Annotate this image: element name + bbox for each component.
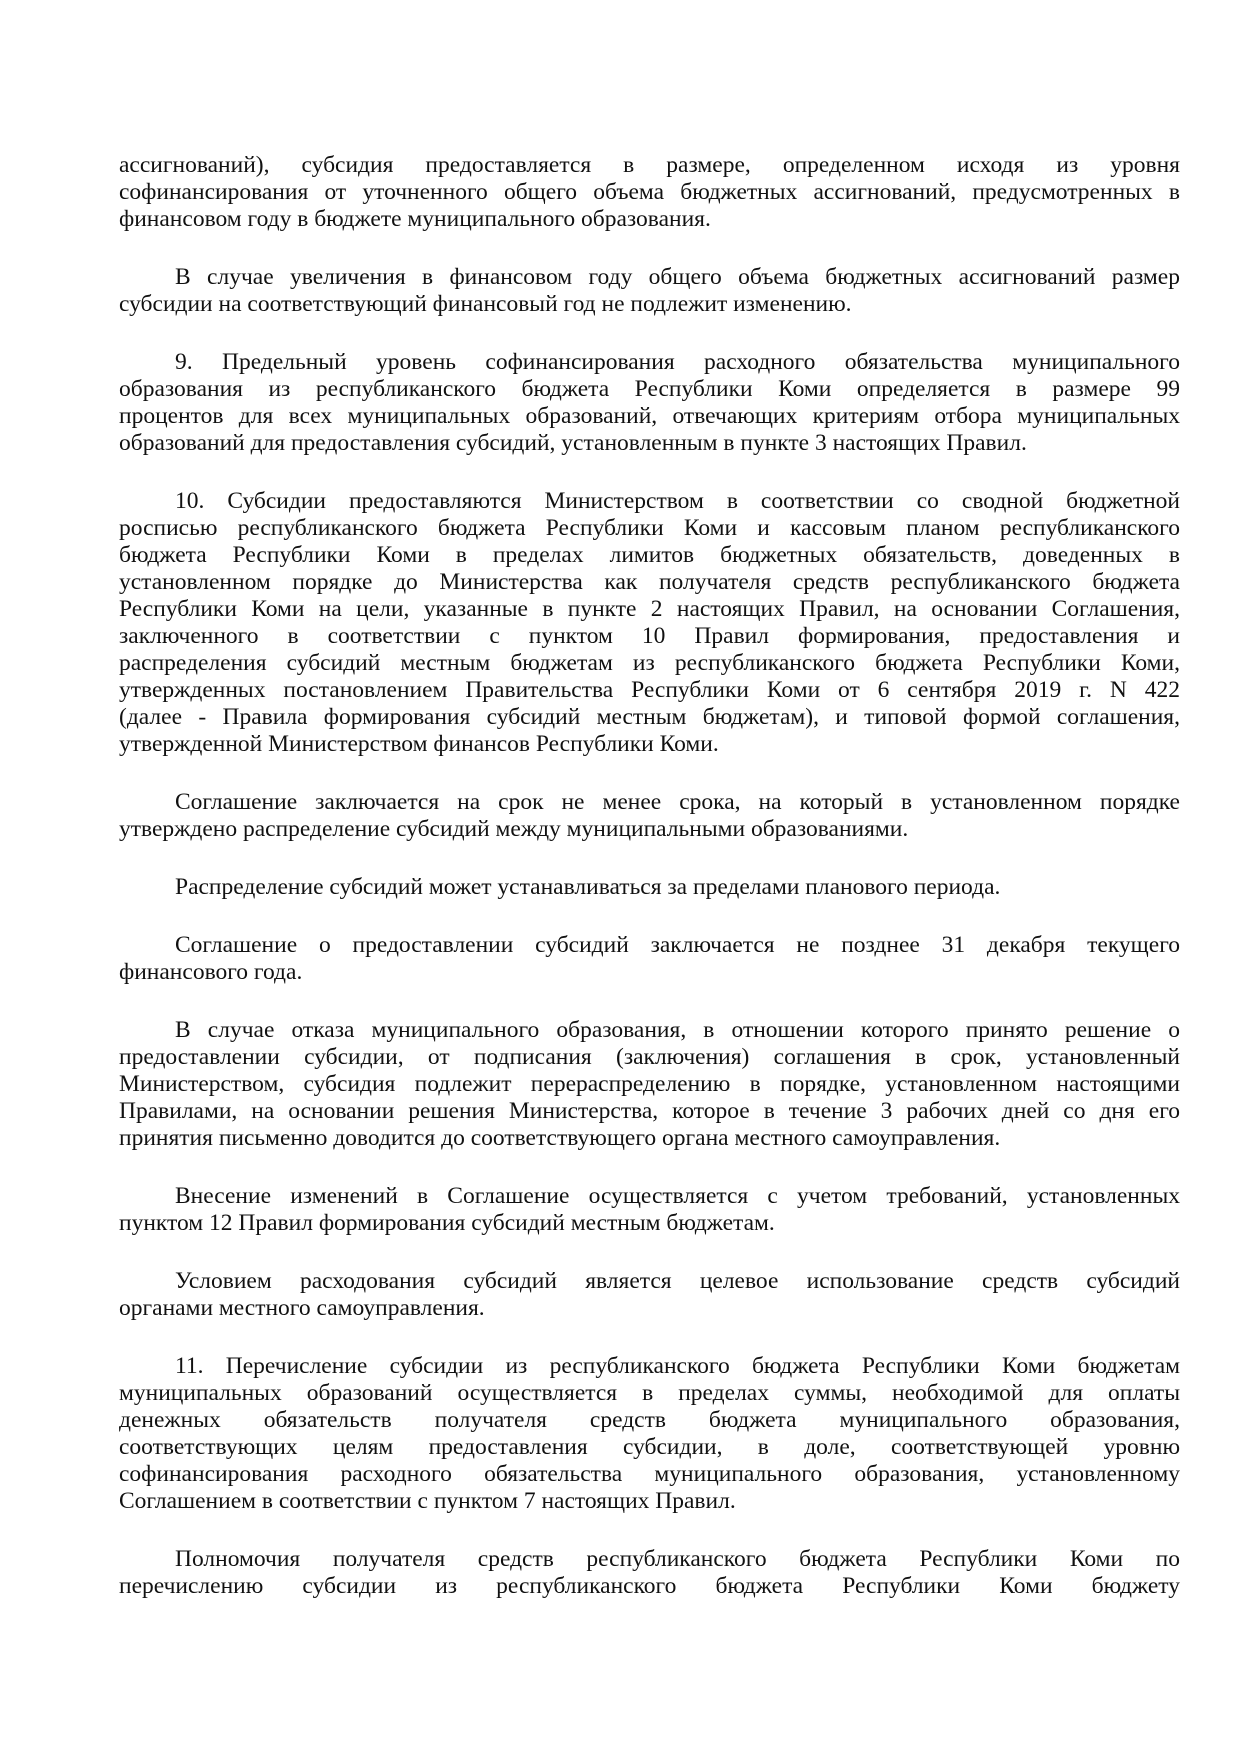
text-line: В случае увеличения в финансовом году общего объема бюджетных ассигнований размер bbox=[175, 264, 1180, 290]
paragraph-refusal-case bbox=[119, 1017, 1180, 1152]
text-line: 10. Субсидии предоставляются Министерством в соответствии со сводной бюджетной bbox=[175, 488, 1180, 514]
text-line: субсидии на соответствующий финансовый год не подлежит изменению. bbox=[119, 291, 852, 317]
text-line: Министерством, субсидия подлежит перераспределению в порядке, установленном настоящими bbox=[119, 1071, 1180, 1097]
text-line: Внесение изменений в Соглашение осуществляется с учетом требований, установленных bbox=[175, 1183, 1180, 1209]
text-line: ассигнований), субсидия предоставляется в размере, определенном исходя из уровня bbox=[119, 152, 1180, 178]
paragraph-spending-condition bbox=[119, 1268, 1180, 1322]
text-line: пунктом 12 Правил формирования субсидий местным бюджетам. bbox=[119, 1210, 775, 1236]
text-line: Условием расходования субсидий является целевое использование средств субсидий bbox=[175, 1268, 1180, 1294]
text-line: Правилами, на основании решения Министерства, которое в течение 3 рабочих дней со дня его bbox=[119, 1098, 1180, 1124]
text-line: заключенного в соответствии с пунктом 10 Правил формирования, предоставления и bbox=[119, 623, 1180, 649]
text-line: образования из республиканского бюджета Республики Коми определяется в размере 99 bbox=[119, 376, 1180, 402]
text-line: 9. Предельный уровень софинансирования расходного обязательства муниципального bbox=[175, 349, 1180, 375]
text-line: Соглашение о предоставлении субсидий заключается не позднее 31 декабря текущего bbox=[175, 932, 1180, 958]
text-line: муниципальных образований осуществляется в пределах суммы, необходимой для оплаты bbox=[119, 1380, 1180, 1406]
paragraph-agreement-term bbox=[119, 789, 1180, 843]
paragraph-powers bbox=[119, 1546, 1180, 1600]
text-line: В случае отказа муниципального образования, в отношении которого принято решение о bbox=[175, 1017, 1180, 1043]
text-line: софинансирования расходного обязательства муниципального образования, установленному bbox=[119, 1461, 1180, 1487]
text-line: бюджета Республики Коми в пределах лимитов бюджетных обязательств, доведенных в bbox=[119, 542, 1180, 568]
text-line: Республики Коми на цели, указанные в пункте 2 настоящих Правил, на основании Соглашения, bbox=[119, 596, 1180, 622]
text-line: Распределение субсидий может устанавливаться за пределами планового периода. bbox=[175, 874, 1001, 900]
text-line: утверждено распределение субсидий между муниципальными образованиями. bbox=[119, 816, 909, 842]
text-line: соответствующих целям предоставления субсидии, в доле, соответствующей уровню bbox=[119, 1434, 1180, 1460]
text-line: предоставлении субсидии, от подписания (заключения) соглашения в срок, установленный bbox=[119, 1044, 1180, 1070]
text-line: утвержденных постановлением Правительства Республики Коми от 6 сентября 2019 г. N 422 bbox=[119, 677, 1180, 703]
text-line: процентов для всех муниципальных образований, отвечающих критериям отбора муниципальных bbox=[119, 403, 1180, 429]
paragraph-assignments-continuation bbox=[119, 152, 1180, 233]
text-line: перечислению субсидии из республиканского бюджета Республики Коми бюджету bbox=[119, 1573, 1180, 1599]
paragraph-item-11 bbox=[119, 1353, 1180, 1515]
paragraph-amendments bbox=[119, 1183, 1180, 1237]
text-line: утвержденной Министерством финансов Республики Коми. bbox=[119, 731, 719, 757]
paragraph-item-9 bbox=[119, 349, 1180, 457]
paragraph-agreement-deadline bbox=[119, 932, 1180, 986]
paragraph-increase-case bbox=[119, 264, 1180, 318]
text-line: органами местного самоуправления. bbox=[119, 1295, 485, 1321]
text-line: принятия письменно доводится до соответствующего органа местного самоуправления. bbox=[119, 1125, 1001, 1151]
text-line: образований для предоставления субсидий, установленным в пункте 3 настоящих Правил. bbox=[119, 430, 1027, 456]
text-line: финансовом году в бюджете муниципального образования. bbox=[119, 206, 711, 232]
document-page bbox=[119, 152, 1180, 1631]
text-line: росписью республиканского бюджета Республики Коми и кассовым планом республиканского bbox=[119, 515, 1180, 541]
text-line: 11. Перечисление субсидии из республиканского бюджета Республики Коми бюджетам bbox=[175, 1353, 1180, 1379]
text-line: (далее - Правила формирования субсидий местным бюджетам), и типовой формой соглашения, bbox=[119, 704, 1180, 730]
paragraph-distribution bbox=[119, 874, 1180, 901]
text-line: установленном порядке до Министерства как получателя средств республиканского бюджета bbox=[119, 569, 1180, 595]
text-line: софинансирования от уточненного общего объема бюджетных ассигнований, предусмотренных в bbox=[119, 179, 1180, 205]
text-line: Соглашение заключается на срок не менее срока, на который в установленном порядке bbox=[175, 789, 1180, 815]
text-line: Полномочия получателя средств республиканского бюджета Республики Коми по bbox=[175, 1546, 1180, 1572]
text-line: денежных обязательств получателя средств бюджета муниципального образования, bbox=[119, 1407, 1180, 1433]
text-line: Соглашением в соответствии с пунктом 7 настоящих Правил. bbox=[119, 1488, 736, 1514]
text-line: финансового года. bbox=[119, 959, 303, 985]
text-line: распределения субсидий местным бюджетам из республиканского бюджета Республики Коми, bbox=[119, 650, 1180, 676]
paragraph-item-10 bbox=[119, 488, 1180, 758]
